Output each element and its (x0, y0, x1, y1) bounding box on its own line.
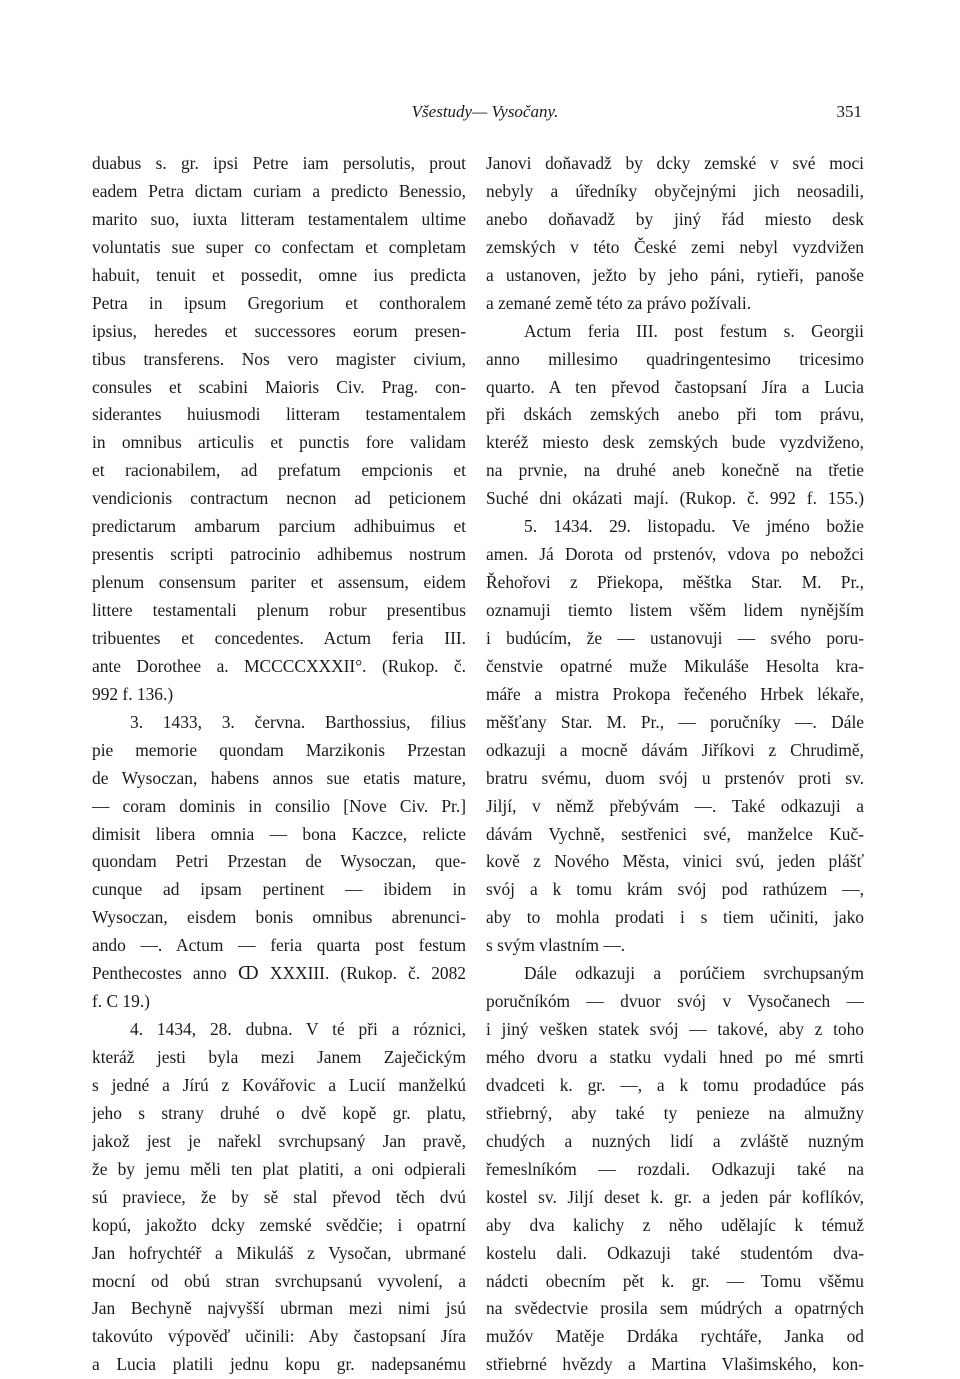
text-line: při dskách zemských anebo při tom právu, (486, 404, 864, 425)
text-line: jakož jest je nařekl svrchupsaný Jan pravě, (92, 1130, 466, 1151)
text-line: s jedné a Jírú z Kovářovic a Lucií manželkú (92, 1074, 466, 1095)
text-line: Petra in ipsum Gregorium et conthoralem (92, 292, 466, 313)
text-line: anebo doňavadž by jiný řád miesto desk (486, 208, 864, 229)
text-line: f. C 19.) (92, 991, 150, 1012)
text-line: consules et scabini Maioris Civ. Prag. con- (92, 376, 466, 397)
text-line: plenum consensum pariter et assensum, eidem (92, 572, 466, 593)
text-line: máře a mistra Prokopa řečeného Hrbek lékaře, (486, 683, 864, 704)
text-line: kteráž jesti byla mezi Janem Zaječickým (92, 1047, 466, 1067)
text-line: amen. Já Dorota od prstenóv, vdova po nebožci (486, 544, 864, 565)
text-line: 992 f. 136.) (92, 683, 174, 704)
text-line: Jiljí, v němž přebývám —. Také odkazuji a (486, 795, 864, 816)
text-line: cunque ad ipsam pertinent — ibidem in (92, 879, 466, 900)
text-line: Jan Bechyně najvyšší ubrman mezi nimi jsú (92, 1298, 466, 1319)
text-line: ipsius, heredes et successores eorum presen- (92, 320, 466, 341)
text-line: vendicionis contractum necnon ad peticionem (92, 488, 466, 509)
text-line: čenstvie opatrné muže Mikuláše Hesolta kra- (486, 655, 864, 676)
text-line: mocní od obú stran svrchupsanú vyvolení, a (92, 1270, 466, 1291)
text-line: kově z Nového Města, vinici svú, jeden plášť (486, 851, 864, 872)
text-line: bratru svému, duom svój u prstenóv proti sv. (486, 767, 864, 788)
text-line: Dále odkazuji a porúčiem svrchupsaným (524, 963, 864, 984)
right-text-column (486, 150, 864, 1379)
text-line: měšťany Star. M. Pr., — poručníky —. Dále (486, 711, 864, 732)
text-line: aby dva kalichy z něho udělajíc k témuž (486, 1214, 864, 1235)
text-line: predictarum ambarum parcium adhibuimus et (92, 516, 466, 537)
text-line: dimisit libera omnia — bona Kaczce, relicte (92, 823, 466, 844)
text-line: sú praviece, že by sě stal převod těch dvú (92, 1186, 466, 1207)
text-line: Actum feria III. post festum s. Georgii (524, 320, 864, 341)
text-line: řemeslníkóm — rozdali. Odkazuji také na (486, 1158, 864, 1179)
text-line: Penthecostes anno ↀ XXXIII. (Rukop. č. 2082 (92, 963, 466, 984)
text-line: kostel sv. Jiljí deset k. gr. a jeden pár koflíkóv, (486, 1186, 864, 1207)
text-line: marito suo, iuxta litteram testamentalem ultime (92, 208, 466, 229)
page-number: 351 (836, 102, 862, 121)
text-line: aby to mohla prodati i s tiem učiniti, jako (486, 907, 864, 928)
text-line: pie memorie quondam Marzikonis Przestan (92, 739, 466, 760)
text-line: quondam Petri Przestan de Wysoczan, que- (92, 851, 466, 872)
text-line: a Lucia platili jednu kopu gr. nadepsanému (92, 1354, 466, 1375)
text-line: že by jemu měli ten plat platiti, a oni odpierali (92, 1158, 466, 1179)
text-line: kopú, jakožto dcky zemské svědčie; i opatrní (92, 1214, 466, 1235)
text-line: siderantes huiusmodi litteram testamentalem (92, 404, 466, 425)
text-line: 5. 1434. 29. listopadu. Ve jméno božie (524, 516, 864, 537)
text-line: i jiný vešken statek svój — takové, aby z toho (486, 1019, 864, 1040)
text-line: střiebrný, aby také ty penieze na almužny (486, 1102, 864, 1123)
text-line: a ustanoven, ježto by jeho páni, rytieři, panoše (486, 264, 864, 285)
text-line: voluntatis sue super co confectam et completam (92, 236, 466, 257)
text-line: odkazuji a mocně dávám Jiříkovi z Chrudimě, (486, 739, 864, 760)
text-line: zemských v této České zemi nebyl vyzdvižen (486, 236, 864, 257)
text-line: a zemané země této za právo požívali. (486, 292, 752, 313)
text-line: 4. 1434, 28. dubna. V té při a róznici, (130, 1019, 466, 1040)
text-line: dávám Vychně, sestřenici své, manželce Kuč- (486, 823, 864, 844)
text-line: jeho s strany druhé o dvě kopě gr. platu, (92, 1102, 466, 1123)
running-header-title: Všestudy— Vysočany. (411, 102, 559, 121)
text-line: 3. 1433, 3. června. Barthossius, filius (130, 711, 466, 732)
left-text-column (92, 150, 466, 1379)
text-line: anno millesimo quadringentesimo tricesimo (486, 348, 864, 369)
text-line: nádcti obecním pět k. gr. — Tomu všěmu (486, 1270, 864, 1291)
text-line: Řehořovi z Přiekopa, měštka Star. M. Pr., (486, 572, 864, 593)
text-line: in omnibus articulis et punctis fore validam (92, 432, 466, 453)
text-line: Janovi doňavadž by dcky zemské v své moci (486, 153, 864, 173)
text-line: i budúcím, že — ustanovuji — svého poru- (486, 627, 864, 648)
text-line: et racionabilem, ad prefatum empcionis et (92, 460, 466, 481)
text-line: Jan hofrychtéř a Mikuláš z Vysočan, ubrmané (92, 1242, 466, 1263)
text-line: Wysoczan, eisdem bonis omnibus abrenunci- (92, 907, 466, 928)
text-line: duabus s. gr. ipsi Petre iam persolutis, prout (92, 153, 466, 173)
text-line: na svědectvie prosila sem múdrých a opatrných (486, 1298, 864, 1319)
text-line: chudých a nuzných lidí a zvláště nuzným (486, 1130, 864, 1151)
text-line: Suché dni okázati mají. (Rukop. č. 992 f. 155.) (486, 488, 864, 509)
text-line: eadem Petra dictam curiam a predicto Benessio, (92, 180, 466, 201)
text-line: quarto. A ten převod častopsaní Jíra a Lucia (486, 376, 864, 397)
text-line: poručníkóm — dvuor svój v Vysočanech — (486, 991, 864, 1012)
text-line: habuit, tenuit et possedit, omne ius predicta (92, 264, 466, 285)
text-line: presentis scripti patrocinio adhibemus nostrum (92, 544, 466, 565)
text-line: ante Dorothee a. MCCCCXXXII°. (Rukop. č. (92, 655, 466, 676)
text-line: de Wysoczan, habens annos sue etatis mature, (92, 767, 466, 788)
text-line: střiebrné hvězdy a Martina Vlašimského, kon- (486, 1354, 864, 1375)
text-line: littere testamentali plenum robur presentibus (92, 600, 466, 620)
text-line: nebyly a úředníky obyčejnými jich neosadili, (486, 180, 864, 201)
text-line: ando —. Actum — feria quarta post festum (92, 935, 466, 956)
text-line: oznamuji tiemto listem všěm lidem nynějším (486, 600, 864, 620)
text-line: mužóv Matěje Drdáka rychtáře, Janka od (486, 1326, 864, 1347)
text-line: na prvnie, na druhé aneb konečně na třetie (486, 460, 864, 481)
text-line: s svým vlastním —. (486, 935, 626, 956)
text-line: kteréž miesto desk zemských bude vyzdviženo, (486, 432, 864, 453)
text-line: tribuentes et concedentes. Actum feria III. (92, 627, 466, 648)
text-line: kostelu dali. Odkazuji také studentóm dva- (486, 1242, 864, 1263)
text-line: tibus transferens. Nos vero magister civium, (92, 348, 466, 369)
text-line: mého dvoru a statku vydali hned po mé smrti (486, 1047, 864, 1067)
text-line: svój a k tomu krám svój pod rathúzem —, (486, 879, 864, 900)
text-line: dvadceti k. gr. —, a k tomu prodadúce pás (486, 1074, 864, 1095)
text-line: — coram dominis in consilio [Nove Civ. Pr.] (92, 795, 466, 816)
text-line: takovúto výpověď učinili: Aby častopsaní Jíra (92, 1326, 466, 1347)
